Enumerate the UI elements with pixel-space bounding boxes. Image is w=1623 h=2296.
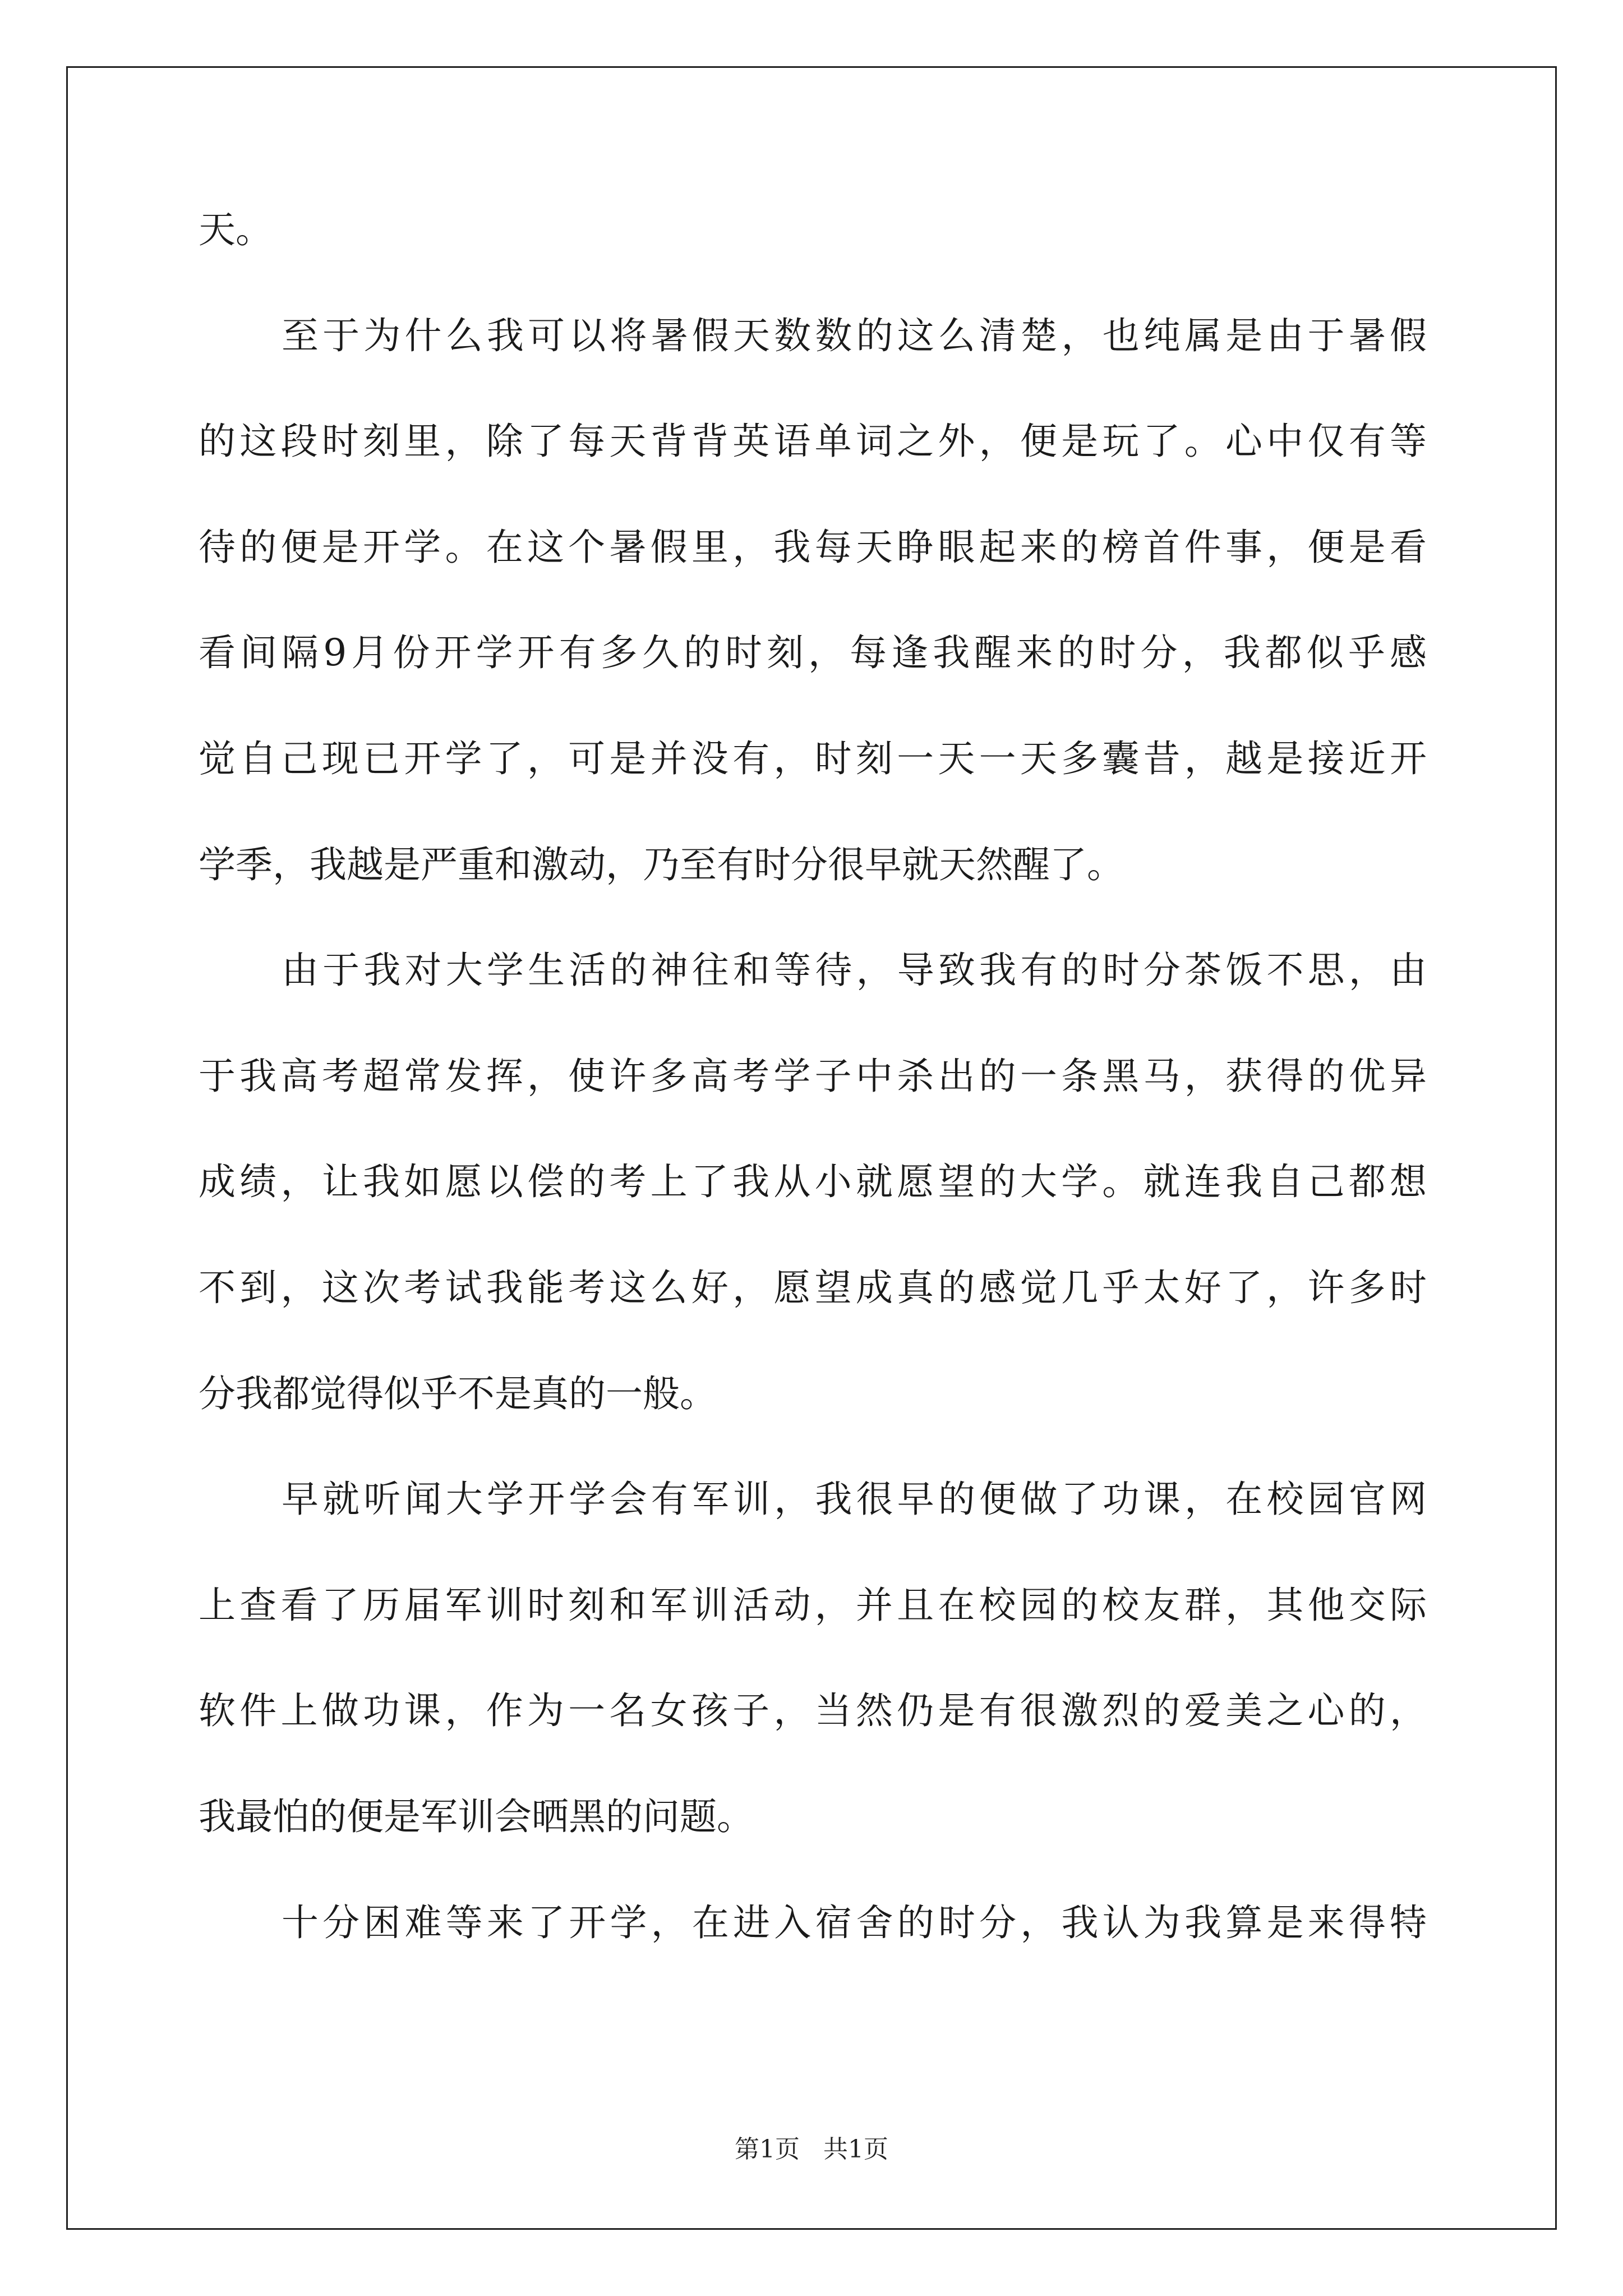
- document-body: [199, 210, 1427, 2008]
- text-line: 由于我对大学生活的神往和等待，导致我有的时分茶饭不思，由: [282, 949, 1427, 992]
- text-line: 不到，这次考试我能考这么好，愿望成真的感觉几乎太好了，许多时: [199, 1266, 1427, 1309]
- text-line: 于我高考超常发挥，使许多高考学子中杀出的一条黑马，获得的优异: [199, 1054, 1427, 1098]
- page-footer: 第1页 共1页: [735, 2135, 888, 2164]
- text-line: 软件上做功课，作为一名女孩子，当然仍是有很激烈的爱美之心的，: [199, 1689, 1427, 1733]
- text-line: 十分困难等来了开学，在进入宿舍的时分，我认为我算是来得特: [282, 1901, 1427, 1944]
- text-line: 至于为什么我可以将暑假天数数的这么清楚，也纯属是由于暑假: [282, 314, 1427, 357]
- text-line: 待的便是开学。在这个暑假里，我每天睁眼起来的榜首件事，便是看: [199, 525, 1427, 569]
- text-line: 成绩，让我如愿以偿的考上了我从小就愿望的大学。就连我自己都想: [199, 1160, 1427, 1204]
- text-line: 早就听闻大学开学会有军训，我很早的便做了功课，在校园官网: [282, 1478, 1427, 1521]
- text-line: 上查看了历届军训时刻和军训活动，并且在校园的校友群，其他交际: [199, 1583, 1427, 1627]
- text-line: 看间隔9月份开学开有多久的时刻，每逢我醒来的时分，我都似乎感: [199, 631, 1427, 675]
- text-line: 分我都觉得似乎不是真的一般。: [199, 1372, 717, 1415]
- text-line: 学季，我越是严重和激动，乃至有时分很早就天然醒了。: [199, 843, 1124, 886]
- text-line: 天。: [199, 208, 273, 251]
- text-line: 的这段时刻里，除了每天背背英语单词之外，便是玩了。心中仅有等: [199, 420, 1427, 463]
- text-line: 觉自己现已开学了，可是并没有，时刻一天一天多囊昔，越是接近开: [199, 737, 1427, 780]
- text-line: 我最怕的便是军训会晒黑的问题。: [199, 1795, 754, 1838]
